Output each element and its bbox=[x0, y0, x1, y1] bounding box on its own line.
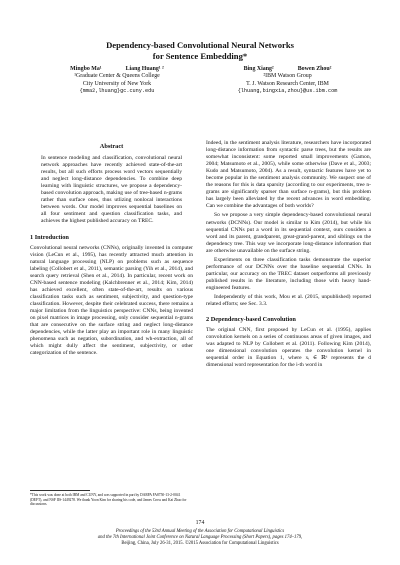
abstract-body bbox=[30, 155, 193, 225]
proceedings-footer bbox=[20, 529, 380, 547]
author-email: {lhuang,bingxia,zhou}@us.ibm.com bbox=[237, 87, 338, 94]
footnote-rule bbox=[30, 490, 90, 491]
body-paragraph: Independently of this work, Mou et al. (2015, unpublished) reported related efforts; see Sec. 3.3. bbox=[206, 293, 371, 308]
abstract-paragraph: In sentence modeling and classification, convolutional neural network approaches have recently achieved state-of-the-art results, but all such efforts process word vectors sequentially and neglect long-distance dependencies. To combine deep learning with linguistic structures, we propose a dependency-based convolution approach, making use of tree-based n-grams rather than surface ones, thus utlizing nonlocal interactions between words. Our model improves sequential baselines on all four sentiment and question classification tasks, and achieves the highest published accuracy on TREC. bbox=[41, 155, 182, 225]
paper-title bbox=[0, 40, 400, 61]
proceedings-line: Beijing, China, July 26-31, 2015. ©2015 Association for Computational Linguistics bbox=[121, 541, 279, 546]
body-paragraph: So we propose a very simple dependency-based convolutional neural networks (DCNNs). Our model is similar to Kim (2014), but while his sequential CNNs put a word in its sequential context, ours considers a word and its parent, grandparent, great-grand-parent, and siblings on the dependency tree. This way we incorporate long-distance information that are otherwise unavailable on the surface string. bbox=[206, 212, 371, 254]
left-column bbox=[30, 140, 193, 357]
right-column bbox=[206, 140, 371, 369]
section-heading: 2 Dependency-based Convolution bbox=[206, 316, 296, 324]
author-name: Mingbo Ma¹ bbox=[70, 66, 102, 72]
author-name: Liang Huang¹ ² bbox=[125, 66, 164, 72]
author-block-right bbox=[205, 66, 370, 95]
affiliation: T. J. Watson Research Center, IBM bbox=[246, 80, 329, 87]
footnote: *This work was done at both IBM and CUNY, and was supported in part by DARPA FA8750-13-2-0041 (DEFT), and NSF IIS-1449278. We thank Yoon Kim for sharing his code, and James Cross and Kai Zhao for discussions. bbox=[30, 493, 187, 506]
page-number: 174 bbox=[195, 520, 205, 526]
affiliation: City University of New York bbox=[82, 80, 152, 87]
proceedings-line: Proceedings of the 53rd Annual Meeting of the Association for Computational Linguistics bbox=[115, 529, 285, 534]
author-name: Bowen Zhou² bbox=[297, 66, 332, 72]
title-line-2: for Sentence Embedding* bbox=[152, 50, 248, 61]
author-block-left bbox=[42, 66, 192, 95]
affiliation: ¹Graduate Center & Queens College bbox=[74, 73, 160, 80]
body-paragraph: Experiments on three classification tasks demonstrate the superior performance of our DCNNs over the baseline sequential CNNs. In particular, our accuracy on the TREC dataset outperforms all previously published results in the literature, including those with heavy hand-engineered features. bbox=[206, 256, 371, 291]
affiliation: ²IBM Watson Group bbox=[263, 73, 312, 80]
abstract-heading: Abstract bbox=[99, 143, 124, 150]
title-line-1: Dependency-based Convolutional Neural Networks bbox=[106, 40, 294, 50]
author-name: Bing Xiang² bbox=[243, 66, 274, 72]
body-paragraph: Indeed, in the sentiment analysis literature, researchers have incorporated long-distance information from syntactic parse trees, but the results are somewhat inconsistent: some reported small improvements (Gamon, 2004; Matsumoto et al., 2005), while some otherwise (Dave et al., 2003; Kudo and Matsumoto, 2004). As a result, syntactic features have yet to become popular in the sentiment analysis community. We suspect one of the reasons for this is data sparsity (according to our experiments, tree n-grams are significantly sparser than surface n-grams), but this problem has largely been alleviated by the recent advances in word embedding. Can we combine the advantages of both worlds? bbox=[206, 140, 371, 210]
section-heading: 1 Introduction bbox=[30, 233, 69, 241]
author-email: {mma2,lhuang}gc.cuny.edu bbox=[79, 87, 155, 94]
body-paragraph: The original CNN, first proposed by LeCun et al. (1995), applies convolution kernels on a series of continuous areas of given images, and was adapted to NLP by Collobert et al. (2011). Following Kim (2014), one dimensional convolution operates the convolution kernel in sequential order in Equation 1, where xᵢ ∈ ℝᵈ represents the d dimensional word representation for the i-th word in bbox=[206, 327, 371, 369]
proceedings-line: and the 7th International Joint Conference on Natural Language Processing (Short Papers), pages 174–179, bbox=[97, 535, 303, 540]
body-paragraph: Convolutional neural networks (CNNs), originally invented in computer vision (LeCun et al., 1995), has recently attracted much attention in natural language processing (NLP) on problems such as sequence labeling (Collobert et al., 2011), semantic parsing (Yih et al., 2014), and search query retrieval (Shen et al., 2014). In particular, recent work on CNN-based sentence modeling (Kalchbrenner et al., 2014; Kim, 2014) has achieved excellent, often state-of-the-art, results on various classification tasks such as sentiment, subjectivity, and question-type classification. However, despite their celebrated success, there remains a major limitation from the linguistics perspective: CNNs, being invented on pixel matrices in image processing, only consider sequential n-grams that are consecutive on the surface string and neglect long-distance dependencies, while the latter play an important role in many linguistic phenomena such as negation, subordination, and wh-extraction, all of which might dully affect the sentiment, subjectivity, or other categorization of the sentence. bbox=[30, 244, 193, 357]
